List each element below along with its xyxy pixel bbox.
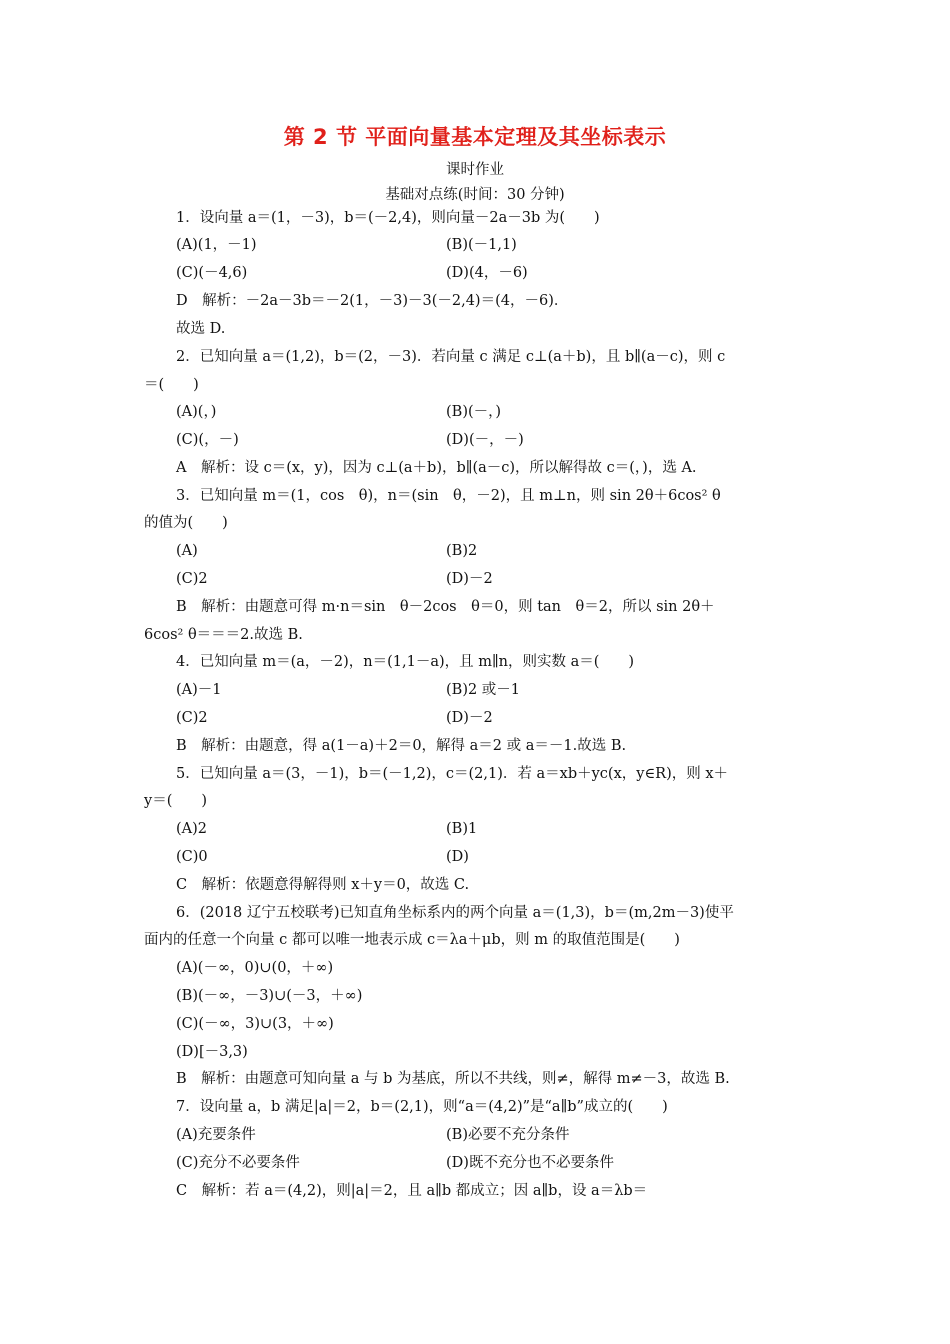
text-line: 的值为( ) <box>144 515 228 531</box>
text-line: (D)(4，－6) <box>446 265 528 281</box>
text-line: (D)(－，－) <box>446 432 524 448</box>
text-line: (D)[－3,3) <box>176 1044 248 1060</box>
text-line: 面内的任意一个向量 c 都可以唯一地表示成 c＝λa＋μb，则 m 的取值范围是( ) <box>144 932 680 948</box>
text-line: (B)(－，) <box>446 404 502 420</box>
subtitle-practice: 基础对点练(时间：30 分钟) <box>385 187 565 203</box>
text-line: D 解析：－2a－3b＝－2(1，－3)－3(－2,4)＝(4，－6)． <box>176 293 569 309</box>
text-line: 2．已知向量 a＝(1,2)，b＝(2，－3)．若向量 c 满足 c⊥(a＋b)，且 b∥(a－c)，则 c <box>176 349 726 365</box>
text-line: (C)充分不必要条件 <box>176 1155 300 1171</box>
text-line: (A)(－∞，0)∪(0，＋∞) <box>176 960 334 976</box>
text-line: B 解析：由题意可得 m·n＝sin θ－2cos θ＝0，则 tan θ＝2，所以 sin 2θ＋ <box>176 599 715 615</box>
text-line: (B)1 <box>446 821 478 837</box>
text-line: 5．已知向量 a＝(3，－1)，b＝(－1,2)，c＝(2,1)．若 a＝xb＋yc(x，y∈R)，则 x＋ <box>176 766 729 782</box>
text-line: 6cos² θ＝＝＝2.故选 B. <box>144 627 303 643</box>
text-line: (A)－1 <box>176 682 222 698</box>
text-line: (C)2 <box>176 710 208 726</box>
subtitle-homework: 课时作业 <box>446 162 504 178</box>
text-line: (B)(－1,1) <box>446 237 517 253</box>
text-line: (C)2 <box>176 571 208 587</box>
text-line: (D) <box>446 849 469 865</box>
text-line: (A)(1，－1) <box>176 237 257 253</box>
text-line: (C)0 <box>176 849 208 865</box>
text-line: (B)(－∞，－3)∪(－3，＋∞) <box>176 988 363 1004</box>
page-title: 第 2 节 平面向量基本定理及其坐标表示 <box>283 125 667 149</box>
text-line: (D)既不充分也不必要条件 <box>446 1155 614 1171</box>
text-line: (D)－2 <box>446 710 493 726</box>
text-line: B 解析：由题意可知向量 a 与 b 为基底，所以不共线，则≠，解得 m≠－3，故选 B. <box>176 1071 730 1087</box>
text-line: (C)(－∞，3)∪(3，＋∞) <box>176 1016 334 1032</box>
text-line: (D)－2 <box>446 571 493 587</box>
text-line: C 解析：若 a＝(4,2)，则|a|＝2，且 a∥b 都成立；因 a∥b，设 a＝λb＝ <box>176 1183 648 1199</box>
text-line: (C)(，－) <box>176 432 239 448</box>
text-line: y＝( ) <box>144 793 208 809</box>
text-line: 6．(2018 辽宁五校联考)已知直角坐标系内的两个向量 a＝(1,3)，b＝(m,2m－3)使平 <box>176 905 734 921</box>
text-line: (B)必要不充分条件 <box>446 1127 570 1143</box>
text-line: B 解析：由题意，得 a(1－a)＋2＝0，解得 a＝2 或 a＝－1.故选 B. <box>176 738 627 754</box>
text-line: (B)2 <box>446 543 478 559</box>
text-line: ＝( ) <box>144 377 199 393</box>
text-line: (C)(－4,6) <box>176 265 248 281</box>
text-line: 3．已知向量 m＝(1，cos θ)，n＝(sin θ，－2)，且 m⊥n，则 sin 2θ＋6cos² θ <box>176 488 721 504</box>
text-line: A 解析：设 c＝(x，y)，因为 c⊥(a＋b)，b∥(a－c)，所以解得故 c＝(，)，选 A. <box>176 460 697 476</box>
text-line: 1．设向量 a＝(1，－3)，b＝(－2,4)，则向量－2a－3b 为( ) <box>176 210 600 226</box>
text-line: (A)2 <box>176 821 208 837</box>
text-line: (A)充要条件 <box>176 1127 256 1143</box>
text-line: 7．设向量 a，b 满足|a|＝2，b＝(2,1)，则“a＝(4,2)”是“a∥b”成立的( ) <box>176 1099 668 1115</box>
text-line: 故选 D. <box>176 321 226 337</box>
text-line: 4．已知向量 m＝(a，－2)，n＝(1,1－a)，且 m∥n，则实数 a＝( ) <box>176 654 635 670</box>
text-line: C 解析：依题意得解得则 x＋y＝0，故选 C. <box>176 877 470 893</box>
text-line: (A)(，) <box>176 404 217 420</box>
text-line: (A) <box>176 543 198 559</box>
text-line: (B)2 或－1 <box>446 682 521 698</box>
